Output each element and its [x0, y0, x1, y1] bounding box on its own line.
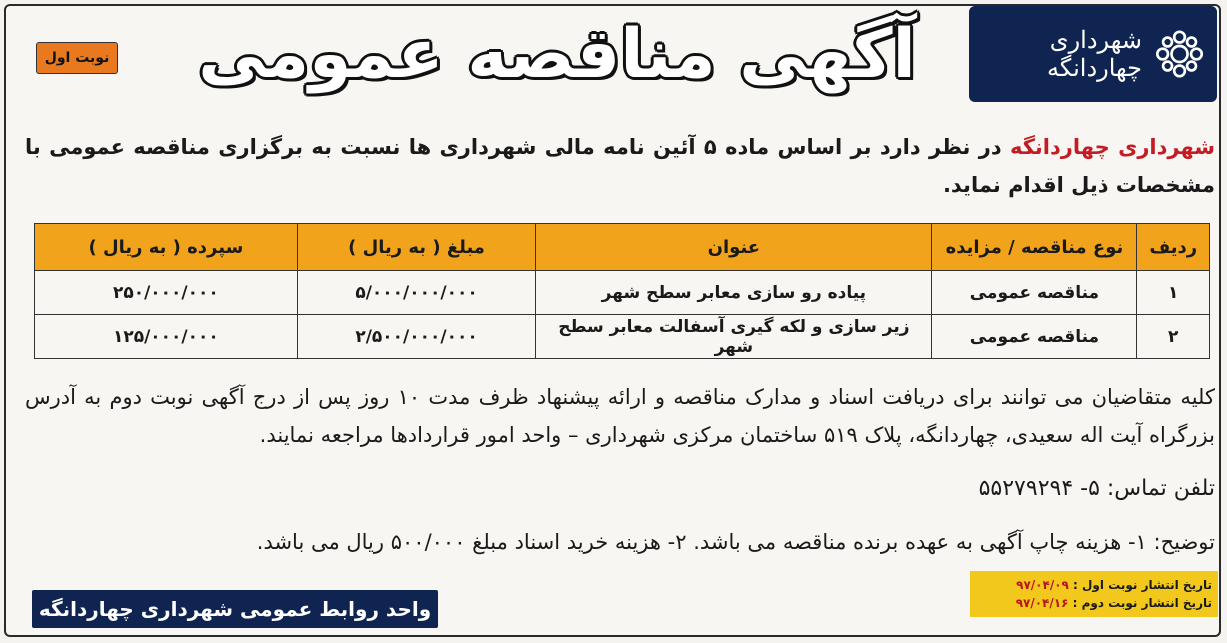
second-date-label: تاریخ انتشار نوبت دوم : [1072, 596, 1212, 610]
contact-phone: تلفن تماس: ۵- ۵۵۲۷۹۲۹۴ [978, 476, 1215, 501]
instructions-paragraph: کلیه متقاضیان می توانند برای دریافت اسناد و مدارک مناقصه و ارائه پیشنهاد ظرف مدت ۱۰ روز پس از درج آگهی نوبت دوم به آدرس بزرگراه آیت اله سعیدی، چهاردانگه، پلاک ۵۱۹ ساختمان مرکزی شهرداری – واحد امور قراردادها مراجعه نمایند. [25, 385, 1215, 447]
cell-title: زیر سازی و لکه گیری آسفالت معابر سطح شهر [536, 315, 932, 359]
cell-type: مناقصه عمومی [932, 271, 1137, 315]
cell-row-number: ۲ [1137, 315, 1210, 359]
second-date-value: ۹۷/۰۴/۱۶ [1015, 596, 1069, 610]
header-title: عنوان [536, 224, 932, 271]
cell-amount: ۲/۵۰۰/۰۰۰/۰۰۰ [297, 315, 536, 359]
cell-type: مناقصه عمومی [932, 315, 1137, 359]
cell-row-number: ۱ [1137, 271, 1210, 315]
header-type: نوع مناقصه / مزایده [932, 224, 1137, 271]
cell-title: پیاده رو سازی معابر سطح شهر [536, 271, 932, 315]
cell-amount: ۵/۰۰۰/۰۰۰/۰۰۰ [297, 271, 536, 315]
notes-paragraph: توضیح: ۱- هزینه چاپ آگهی به عهده برنده مناقصه می باشد. ۲- هزینه خرید اسناد مبلغ ۵۰۰/۰۰۰ ریال می باشد. [256, 530, 1215, 554]
table-header-row [35, 224, 1210, 271]
public-relations-signature: واحد روابط عمومی شهرداری چهاردانگه [32, 590, 438, 628]
municipality-emblem-icon [1152, 23, 1207, 85]
intro-text: در نظر دارد بر اساس ماده ۵ آئین نامه مالی شهرداری ها نسبت به برگزاری مناقصه عمومی با مشخصات ذیل اقدام نماید. [25, 135, 1215, 197]
header-deposit: سپرده ( به ریال ) [35, 224, 298, 271]
first-date-label: تاریخ انتشار نوبت اول : [1073, 578, 1212, 592]
first-date-value: ۹۷/۰۴/۰۹ [1016, 578, 1069, 592]
cell-deposit: ۲۵۰/۰۰۰/۰۰۰ [35, 271, 298, 315]
second-publication-date [970, 596, 1212, 610]
cell-deposit: ۱۲۵/۰۰۰/۰۰۰ [35, 315, 298, 359]
logo-text: شهرداری چهاردانگه [1046, 26, 1142, 82]
first-publication-date [970, 578, 1212, 592]
table-row [35, 271, 1210, 315]
tender-table [34, 223, 1210, 359]
header-row-number: ردیف [1137, 224, 1210, 271]
intro-paragraph [25, 128, 1215, 204]
table-row [35, 315, 1210, 359]
page-title: آگهی مناقصه عمومی [198, 14, 916, 94]
intro-org-name: شهرداری چهاردانگه [1009, 135, 1215, 159]
municipality-logo-box [969, 6, 1217, 102]
publication-dates-box [970, 571, 1218, 617]
header-amount: مبلغ ( به ریال ) [297, 224, 536, 271]
round-badge: نوبت اول [36, 42, 118, 74]
